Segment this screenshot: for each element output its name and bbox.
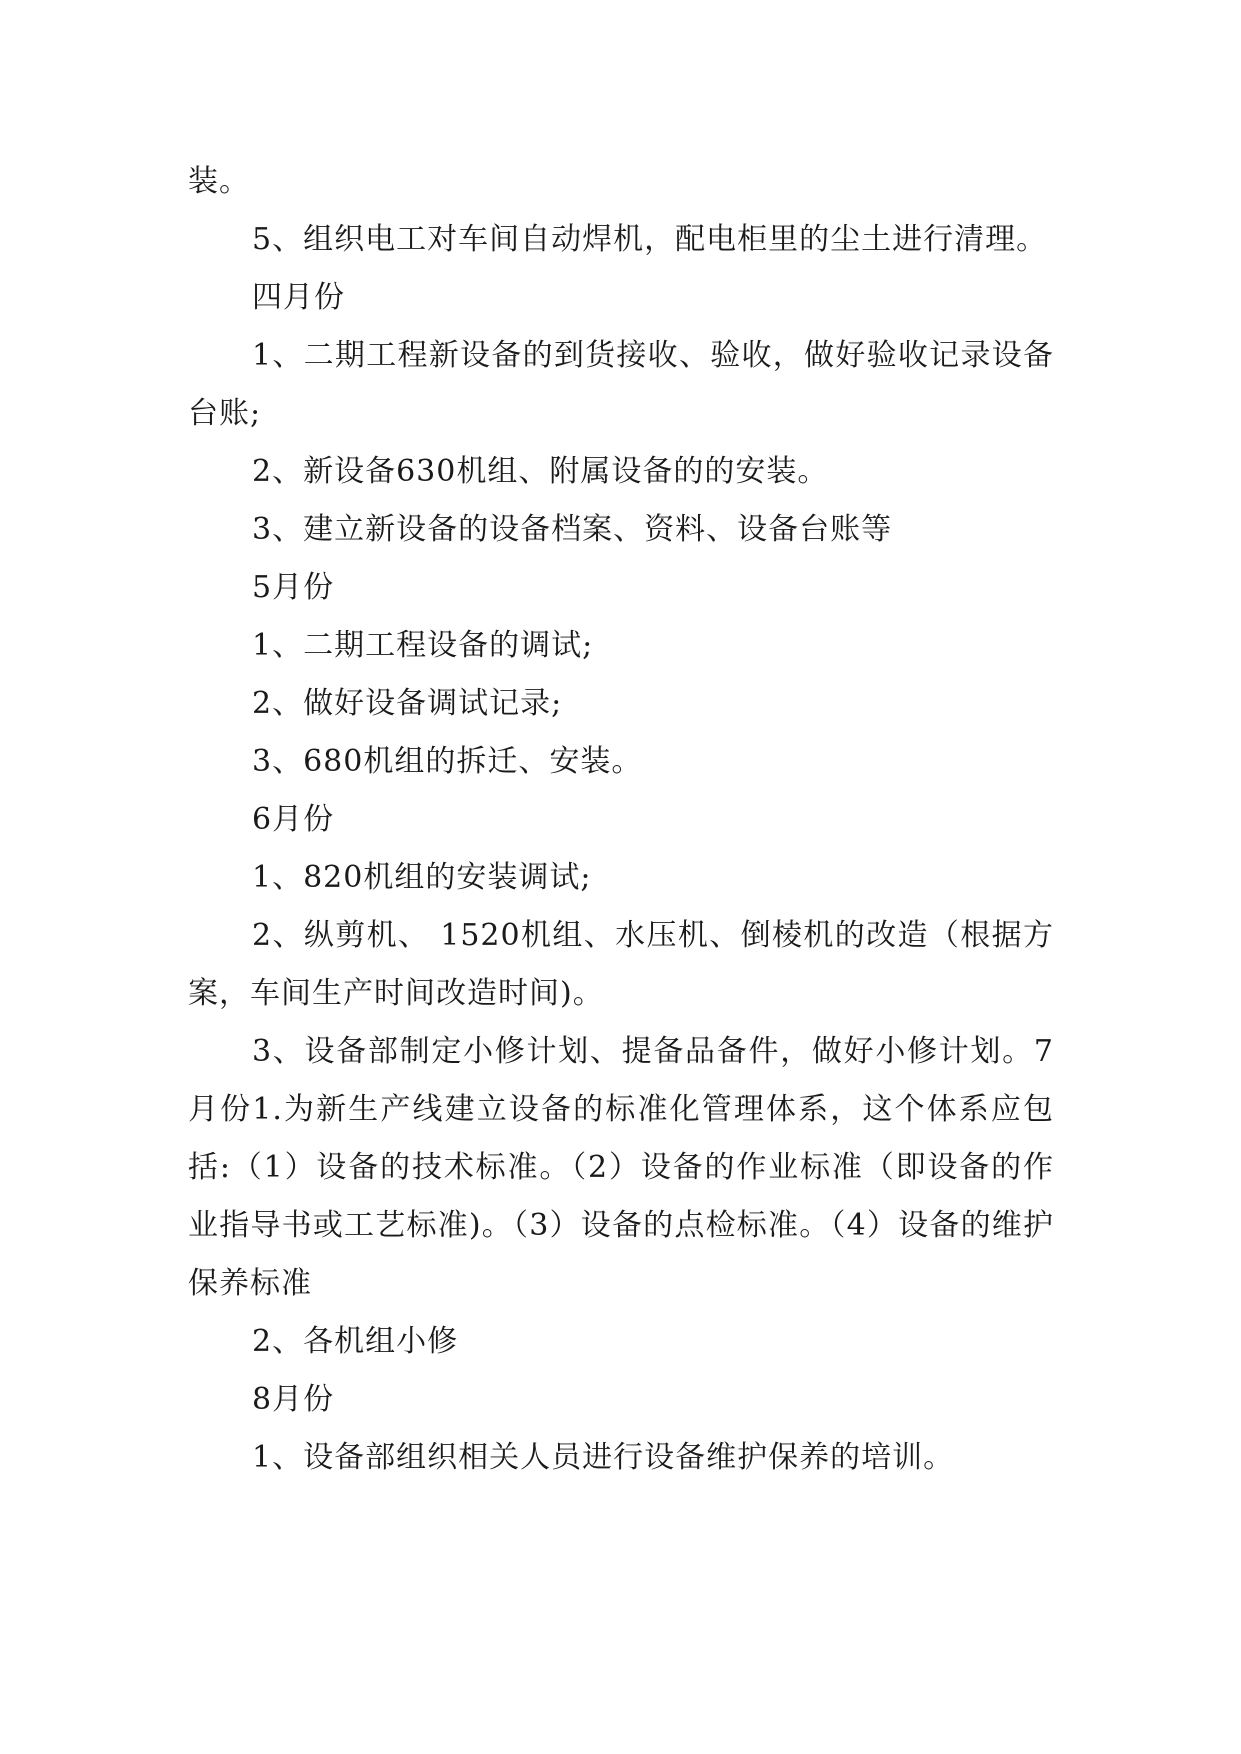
paragraph-may-3: 3、680机组的拆迁、安装。 bbox=[252, 744, 643, 779]
document-body bbox=[188, 153, 1054, 1487]
paragraph-july-2: 2、各机组小修 bbox=[252, 1324, 459, 1359]
section-heading-april: 四月份 bbox=[252, 280, 345, 315]
paragraph-1: 装。 bbox=[188, 164, 250, 199]
paragraph-april-1: 1、二期工程新设备的到货接收、验收，做好验收记录设备台账; bbox=[188, 338, 1054, 431]
paragraph-may-1: 1、二期工程设备的调试; bbox=[252, 628, 594, 663]
section-heading-june: 6月份 bbox=[252, 802, 335, 837]
paragraph-june-3-july: 3、设备部制定小修计划、提备品备件，做好小修计划。7月份1.为新生产线建立设备的标准化管理体系，这个体系应包括:（1）设备的技术标准。（2）设备的作业标准（即设备的作业指导书或工艺标准)。（3）设备的点检标准。（4）设备的维护保养标准 bbox=[188, 1034, 1054, 1301]
paragraph-june-1: 1、820机组的安装调试; bbox=[252, 860, 592, 895]
section-heading-may: 5月份 bbox=[252, 570, 335, 605]
paragraph-2: 5、组织电工对车间自动焊机，配电柜里的尘土进行清理。 bbox=[252, 222, 1048, 257]
paragraph-june-2: 2、纵剪机、 1520机组、水压机、倒棱机的改造（根据方案，车间生产时间改造时间)。 bbox=[188, 918, 1054, 1011]
paragraph-april-2: 2、新设备630机组、附属设备的的安装。 bbox=[252, 454, 829, 489]
paragraph-august-1: 1、设备部组织相关人员进行设备维护保养的培训。 bbox=[252, 1440, 955, 1475]
paragraph-april-3: 3、建立新设备的设备档案、资料、设备台账等 bbox=[252, 512, 893, 547]
section-heading-august: 8月份 bbox=[252, 1382, 335, 1417]
paragraph-may-2: 2、做好设备调试记录; bbox=[252, 686, 563, 721]
